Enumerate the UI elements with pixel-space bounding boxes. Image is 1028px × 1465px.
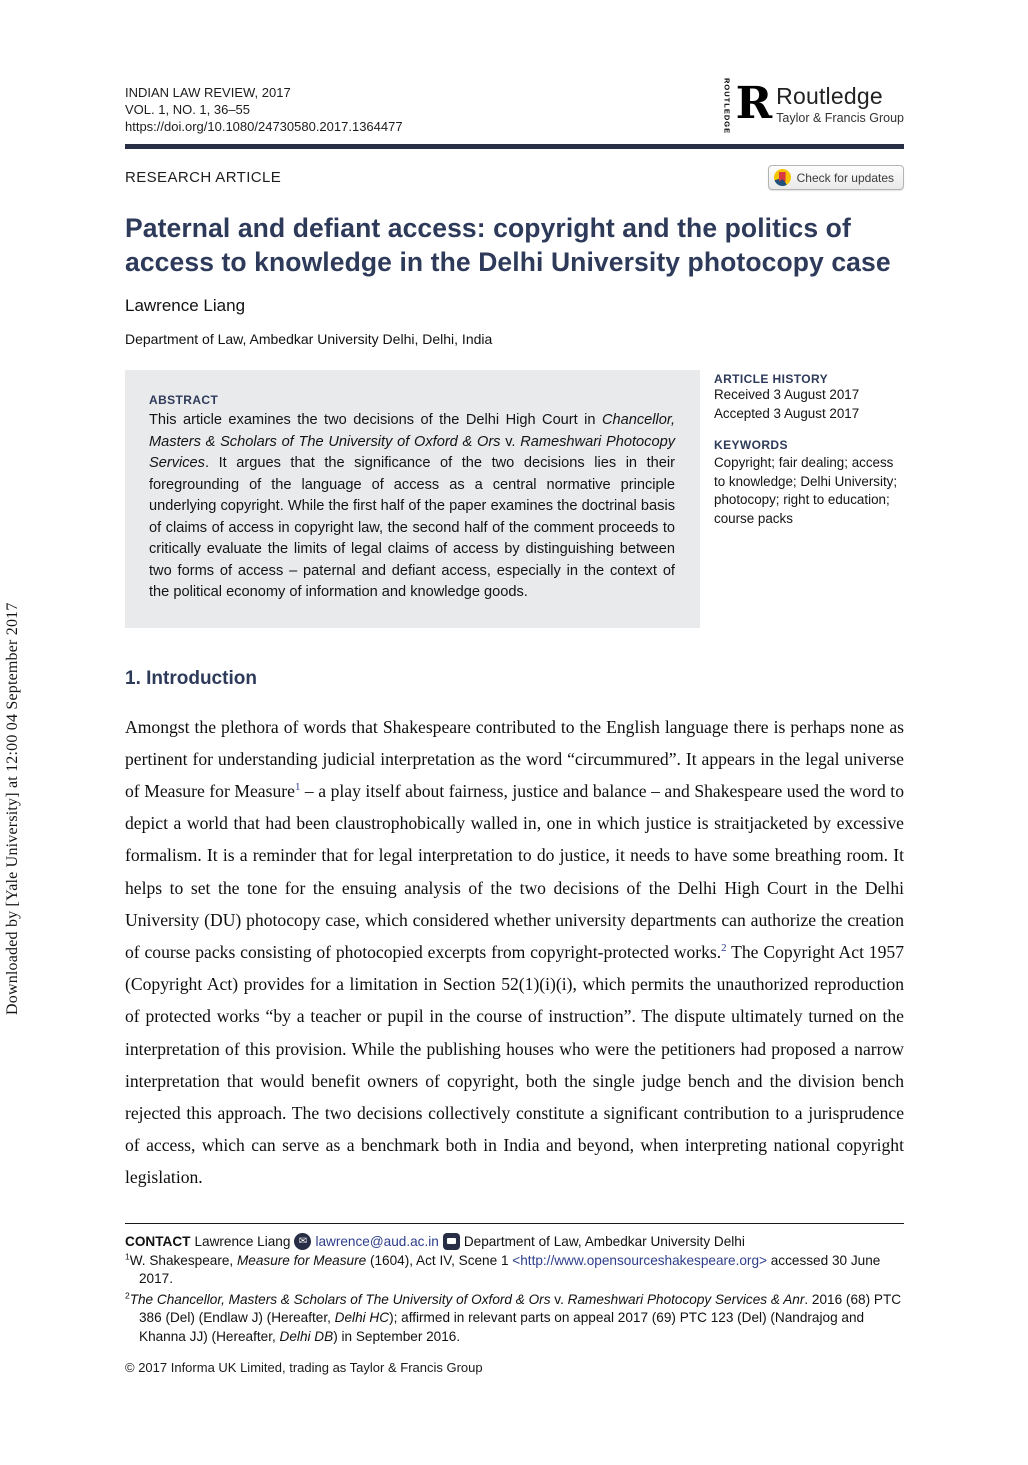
contact-name: Lawrence Liang [194, 1233, 291, 1249]
publisher-logo [722, 78, 904, 135]
keywords-text: Copyright; fair dealing; access to knowledge; Delhi University; photocopy; right to education; course packs [714, 455, 898, 526]
article-history-heading: ARTICLE HISTORY [714, 372, 829, 386]
text-segment: – a play itself about fairness, justice and balance – and Shakespeare used the word to depict a world that had been claustrophobically walled in, one in which justice is straitjacketed by excessive formalism. It is a reminder that for legal interpretation to do justice, it needs to have some breathing room. It helps to set the tone for the ensuing analysis of the two decisions of the Delhi High Court in the Delhi University (DU) photocopy case, which considered whether university departments can authorize the creation of course packs consisting of photocopied excerpts from copyright-protected works. [125, 780, 904, 962]
abstract-text [149, 410, 675, 604]
section-heading-introduction: 1. Introduction [125, 667, 257, 689]
footnote-2 [125, 1291, 904, 1347]
page-content [125, 78, 904, 1376]
history-received: Received 3 August 2017 [714, 387, 860, 402]
text-segment: v. [550, 1291, 568, 1307]
footnote-marker-1[interactable]: 1 [294, 781, 301, 794]
check-for-updates-button[interactable] [768, 165, 904, 190]
text-segment: W. Shakespeare, [129, 1252, 237, 1268]
article-type-label: RESEARCH ARTICLE [125, 169, 282, 186]
publisher-tagline: Taylor & Francis Group [776, 111, 904, 125]
journal-info [125, 84, 403, 135]
text-segment: Measure for Measure [236, 1252, 367, 1268]
text-segment: Rameshwari Photocopy Services [149, 433, 675, 471]
footnote-marker-2[interactable]: 2 [721, 942, 727, 955]
article-meta-column [714, 370, 904, 628]
text-segment: 1 [125, 1251, 130, 1262]
text-segment: This article examines the two decisions of the Delhi High Court in [149, 412, 602, 428]
keywords-heading: KEYWORDS [714, 438, 788, 452]
author-affiliation: Department of Law, Ambedkar University Delhi, Delhi, India [125, 331, 493, 347]
text-segment: Delhi HC [334, 1310, 390, 1326]
footnote-1 [125, 1252, 904, 1289]
text-segment: (1604), Act IV, Scene 1 [366, 1252, 513, 1268]
abstract-heading: ABSTRACT [149, 393, 219, 407]
copyright-notice: © 2017 Informa UK Limited, trading as Taylor & Francis Group [125, 1360, 483, 1376]
contact-line [125, 1233, 904, 1250]
publisher-name: Routledge [776, 83, 883, 109]
abstract-section [125, 370, 904, 628]
envelope-icon: ✉ [294, 1233, 311, 1250]
page-header [125, 78, 904, 135]
article-title: Paternal and defiant access: copyright and the politics of access to knowledge in the Delhi University photocopy case [125, 213, 891, 277]
footnote-1-url[interactable]: <http://www.opensourceshakespeare.org> [512, 1252, 767, 1268]
header-rule [125, 144, 904, 149]
text-segment: 2 [125, 1290, 130, 1301]
abstract-box [125, 370, 700, 628]
journal-name: INDIAN LAW REVIEW, 2017 [125, 85, 291, 100]
contact-affiliation: Department of Law, Ambedkar University Delhi [463, 1233, 745, 1249]
building-icon [443, 1233, 460, 1250]
author-name: Lawrence Liang [125, 296, 246, 315]
journal-doi-link[interactable]: https://doi.org/10.1080/24730580.2017.1364477 [125, 119, 403, 134]
text-segment: accessed 30 June 2017. [139, 1252, 881, 1287]
text-segment: . 2016 (68) PTC 386 (Del) (Endlaw J) (Hereafter, [139, 1291, 902, 1326]
text-segment: v. [500, 433, 521, 450]
contact-label: CONTACT [125, 1233, 191, 1249]
text-segment: ) in September 2016. [333, 1328, 461, 1344]
publisher-wordmark [776, 83, 904, 125]
text-segment: Amongst the plethora of words that Shakespeare contributed to the English language there is perhaps none as pertinent for understanding judicial interpretation as the word “circummured”. It appears in the legal universe of Measure for Measure [125, 716, 904, 801]
history-accepted: Accepted 3 August 2017 [714, 405, 860, 421]
text-segment: . It argues that the significance of the two decisions lies in their foregrounding of the language of access as a central normative principle underlying copyright. While the first half of the paper examines the doctrinal basis of claims of access in copyright law, the second half of the comment proceeds to critically evaluate the limits of legal claims of access by distinguishing between two forms of access – paternal and defiant access, especially in the context of the political economy of information and knowledge goods. [149, 455, 675, 600]
text-segment: Rameshwari Photocopy Services & Anr [567, 1291, 805, 1307]
check-for-updates-label: Check for updates [796, 170, 894, 185]
routledge-r-mark-icon: R [735, 78, 773, 129]
crossmark-icon [774, 169, 791, 186]
text-segment: The Chancellor, Masters & Scholars of The University of Oxford & Ors [129, 1291, 551, 1307]
introduction-paragraph [125, 711, 904, 1194]
text-segment: Chancellor, Masters & Scholars of The University of Oxford & Ors [149, 412, 675, 450]
text-segment: ); affirmed in relevant parts on appeal 2017 (69) PTC 123 (Del) (Nandrajog and Khanna JJ) (Hereafter, [139, 1310, 865, 1344]
routledge-vertical-text: ROUTLEDGE [722, 78, 732, 135]
article-type-row [125, 165, 904, 190]
text-segment: The Copyright Act 1957 (Copyright Act) provides for a limitation in Section 52(1)(i)(i), which permits the unauthorized reproduction of protected works “by a teacher or pupil in the course of instruction”. The dispute ultimately turned on the interpretation of this provision. While the publishing houses who were the petitioners had proposed a narrow interpretation that would benefit owners of copyright, both the single judge bench and the division bench rejected this approach. The two decisions collectively constitute a significant contribution to a jurisprudence of access, which can serve as a benchmark both in India and beyond, when interpreting national copyright legislation. [125, 941, 904, 1188]
download-notice: Downloaded by [Yale University] at 12:00 04 September 2017 [4, 602, 21, 1015]
journal-volume: VOL. 1, NO. 1, 36–55 [125, 102, 251, 117]
page-footer [125, 1223, 904, 1376]
text-segment: Delhi DB [279, 1328, 334, 1344]
contact-email-link[interactable]: lawrence@aud.ac.in [315, 1233, 439, 1249]
